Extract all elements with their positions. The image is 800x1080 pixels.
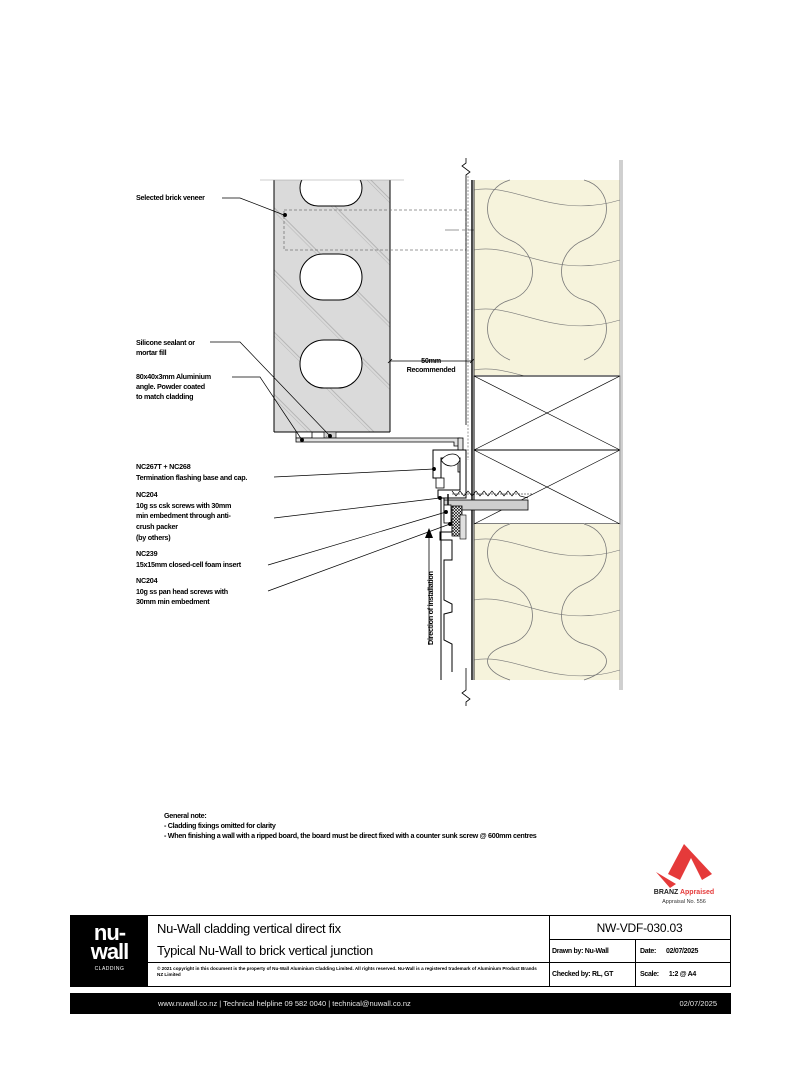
scale (636, 963, 734, 986)
logo-bottom: wall (90, 939, 129, 964)
footer-bar (70, 993, 731, 1014)
note-item: - When finishing a wall with a ripped board, the board must be direct fixed with a counter sunk screw @ 600mm centres (164, 831, 537, 840)
insulation-top (474, 180, 620, 386)
branz-name (648, 889, 720, 896)
note-item: - Cladding fixings omitted for clarity (164, 821, 276, 830)
callouts (136, 193, 247, 606)
label-angle-3: to match cladding (136, 392, 194, 401)
label-foam-code: NC239 (136, 549, 158, 558)
label-sealant-2: mortar fill (136, 348, 167, 357)
cavity-line (462, 158, 470, 706)
label-flashing-code: NC267T + NC268 (136, 462, 191, 471)
branz-appraisal-number: Appraisal No. 556 (662, 899, 706, 905)
scale-label: Scale: (640, 971, 659, 978)
divider (148, 962, 549, 963)
drawn-by-value: Nu-Wall (584, 948, 609, 955)
termination-flashing (433, 450, 466, 498)
drawing-title: Nu-Wall cladding vertical direct fix (157, 921, 341, 936)
checked-by (549, 963, 636, 986)
footer-links[interactable]: www.nuwall.co.nz | Technical helpline 09 582 0040 | technical@nuwall.co.nz (158, 999, 411, 1008)
label-sealant-1: Silicone sealant or (136, 338, 195, 347)
label-screw1-code: NC204 (136, 490, 158, 499)
label-screw1-4: (by others) (136, 533, 171, 542)
gap-dimension-value: 50mm (421, 356, 441, 365)
checked-by-label: Checked by: (552, 971, 591, 978)
label-screw2-1: 10g ss pan head screws with (136, 587, 228, 596)
copyright: © 2021 copyright in this document is the property of Nu-Wall Aluminium Cladding Limited. All rights reserved. Nu-Wall is a registered trademark of Aluminium Product Brands NZ Limited (157, 966, 537, 977)
info-row (549, 940, 730, 963)
label-angle-1: 80x40x3mm Aluminium (136, 372, 211, 381)
logo-sub: CLADDING (94, 966, 125, 972)
direction-arrow (425, 528, 435, 645)
scale-value: 1:2 @ A4 (668, 971, 696, 978)
insulation-bottom (474, 524, 620, 680)
notes-heading: General note: (164, 811, 207, 820)
label-brick: Selected brick veneer (136, 193, 205, 202)
drawing-code: NW-VDF-030.03 (549, 916, 730, 940)
date-label: Date: (640, 948, 657, 955)
branz-name-part2: Appraised (679, 889, 715, 896)
nu-wall-logo (71, 916, 148, 986)
logo-top: nu- (93, 920, 126, 945)
info-row (549, 963, 730, 986)
label-screw2-2: 30mm min embedment (136, 597, 210, 606)
title-block (70, 915, 731, 987)
direction-label: Direction of installation (426, 571, 435, 645)
label-screw1-1: 10g ss csk screws with 30mm (136, 501, 232, 510)
label-angle-2: angle. Powder coated (136, 382, 205, 391)
label-screw2-code: NC204 (136, 576, 158, 585)
branz-name-part1: BRANZ (653, 889, 679, 896)
label-flashing-desc: Termination flashing base and cap. (136, 473, 248, 482)
footer-date: 02/07/2025 (679, 999, 717, 1008)
drawn-by-label: Drawn by: (552, 948, 584, 955)
gap-dimension (388, 356, 474, 374)
drawing-subtitle: Typical Nu-Wall to brick vertical junction (157, 943, 373, 958)
label-foam-desc: 15x15mm closed-cell foam insert (136, 560, 241, 569)
label-screw1-2: min embedment through anti- (136, 511, 231, 520)
date (636, 940, 734, 962)
label-screw1-3: crush packer (136, 522, 178, 531)
checked-by-value: RL, GT (591, 971, 614, 978)
cladding-board (440, 498, 466, 680)
general-notes (164, 811, 537, 841)
date-value: 02/07/2025 (666, 948, 699, 955)
drawn-by (549, 940, 636, 962)
gap-dimension-note: Recommended (406, 365, 456, 374)
